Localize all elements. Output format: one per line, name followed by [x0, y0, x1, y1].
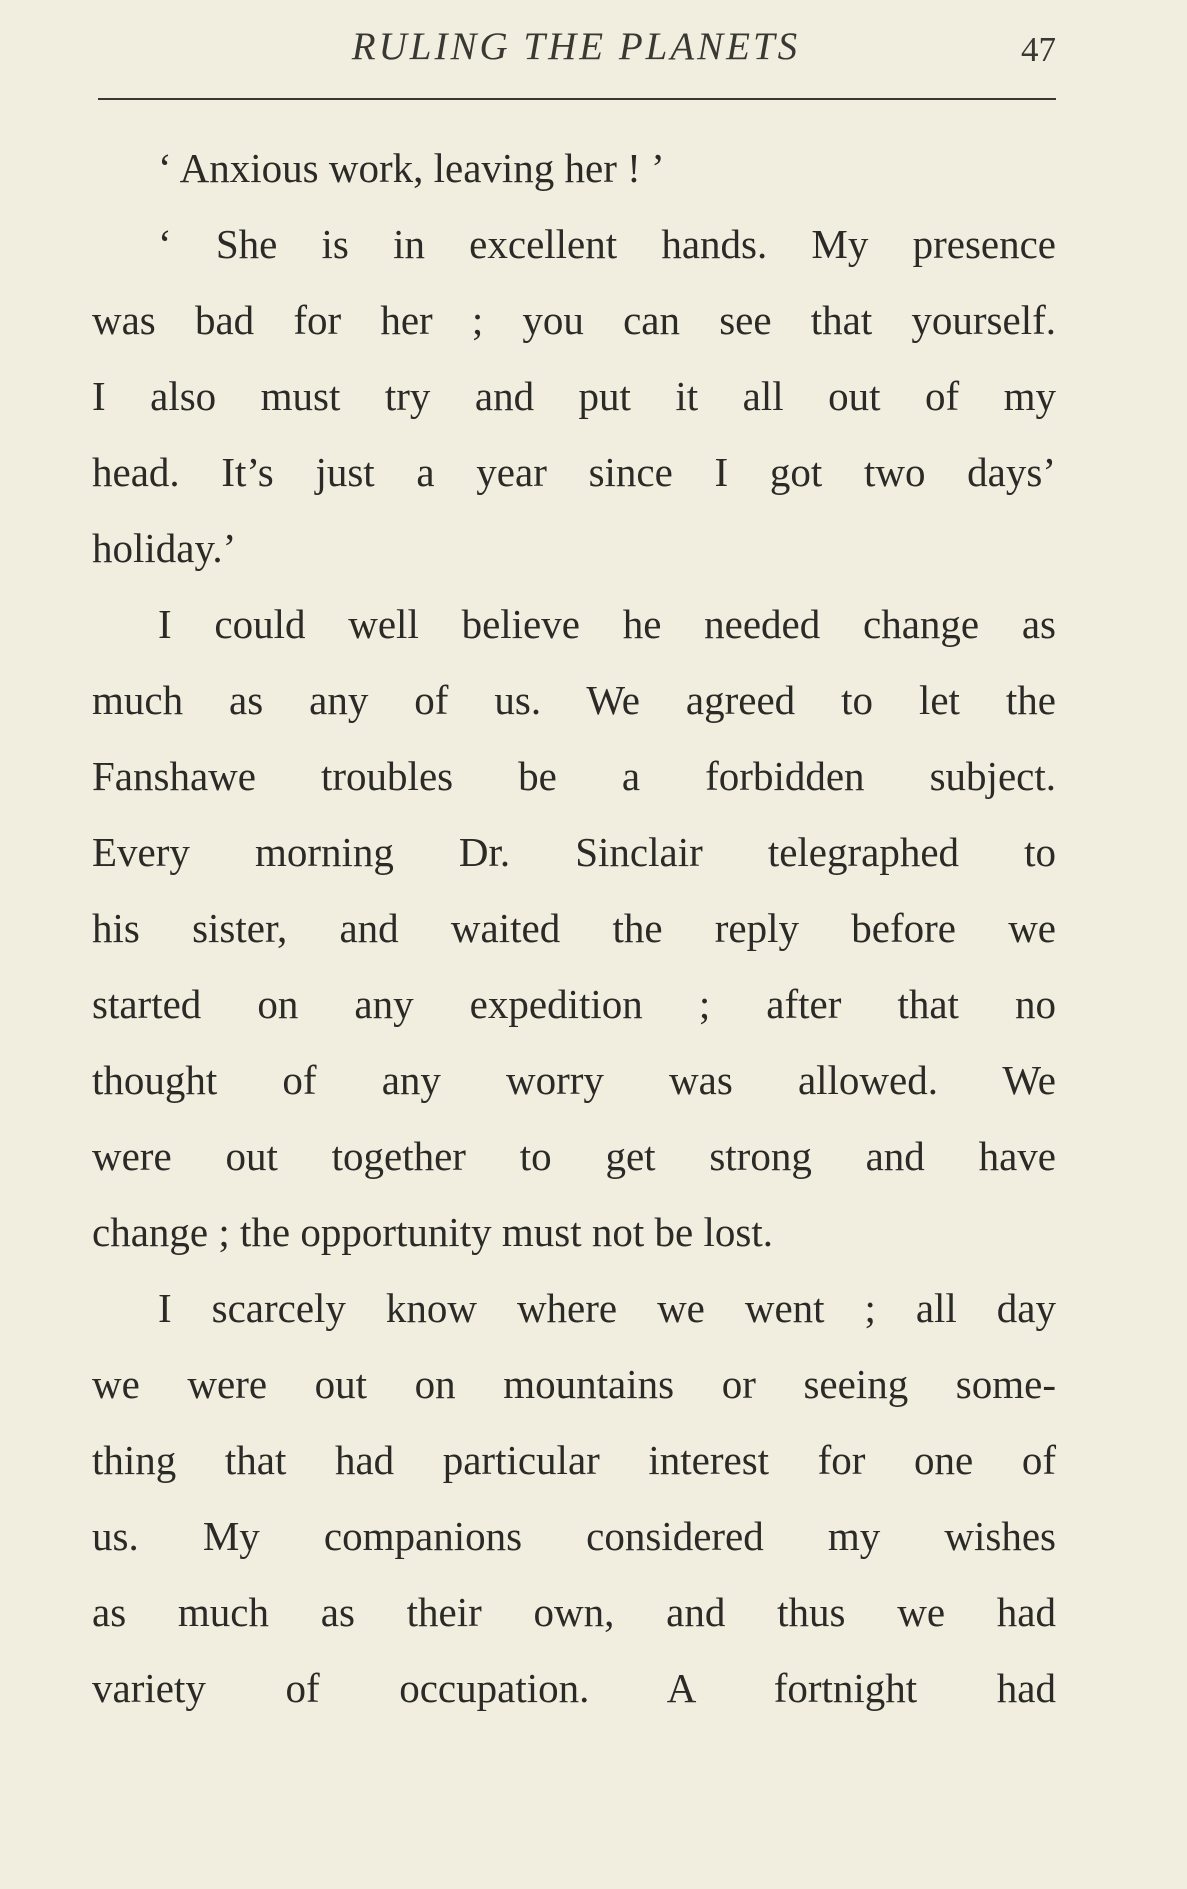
text-line: us. My companions considered my wishes: [92, 1513, 1056, 1559]
running-head: [96, 20, 1056, 70]
text-line: I could well believe he needed change as: [158, 601, 1056, 647]
text-line: Fanshawe troubles be a forbidden subject.: [92, 753, 1056, 799]
text-line: I scarcely know where we went ; all day: [158, 1285, 1056, 1331]
text-line: head. It’s just a year since I got two days’: [92, 449, 1056, 495]
text-line: as much as their own, and thus we had: [92, 1589, 1056, 1635]
text-line: change ; the opportunity must not be lost.: [92, 1209, 773, 1255]
body-text: [92, 130, 1056, 1726]
text-line: his sister, and waited the reply before we: [92, 905, 1056, 951]
text-line: was bad for her ; you can see that yourself.: [92, 297, 1056, 343]
text-line: variety of occupation. A fortnight had: [92, 1665, 1056, 1711]
text-line: thing that had particular interest for one of: [92, 1437, 1056, 1483]
text-line: holiday.’: [92, 525, 237, 571]
text-line: thought of any worry was allowed. We: [92, 1057, 1056, 1103]
running-title: RULING THE PLANETS: [351, 25, 801, 68]
header-rule: [98, 98, 1056, 100]
text-line: ‘ Anxious work, leaving her ! ’: [158, 145, 665, 191]
text-line: I also must try and put it all out of my: [92, 373, 1056, 419]
text-line: were out together to get strong and have: [92, 1133, 1056, 1179]
page-number: 47: [1021, 30, 1056, 69]
text-line: started on any expedition ; after that no: [92, 981, 1056, 1027]
text-line: much as any of us. We agreed to let the: [92, 677, 1056, 723]
text-line: we were out on mountains or seeing some-: [92, 1361, 1056, 1407]
text-line: ‘ She is in excellent hands. My presence: [158, 221, 1056, 267]
text-line: Every morning Dr. Sinclair telegraphed to: [92, 829, 1056, 875]
